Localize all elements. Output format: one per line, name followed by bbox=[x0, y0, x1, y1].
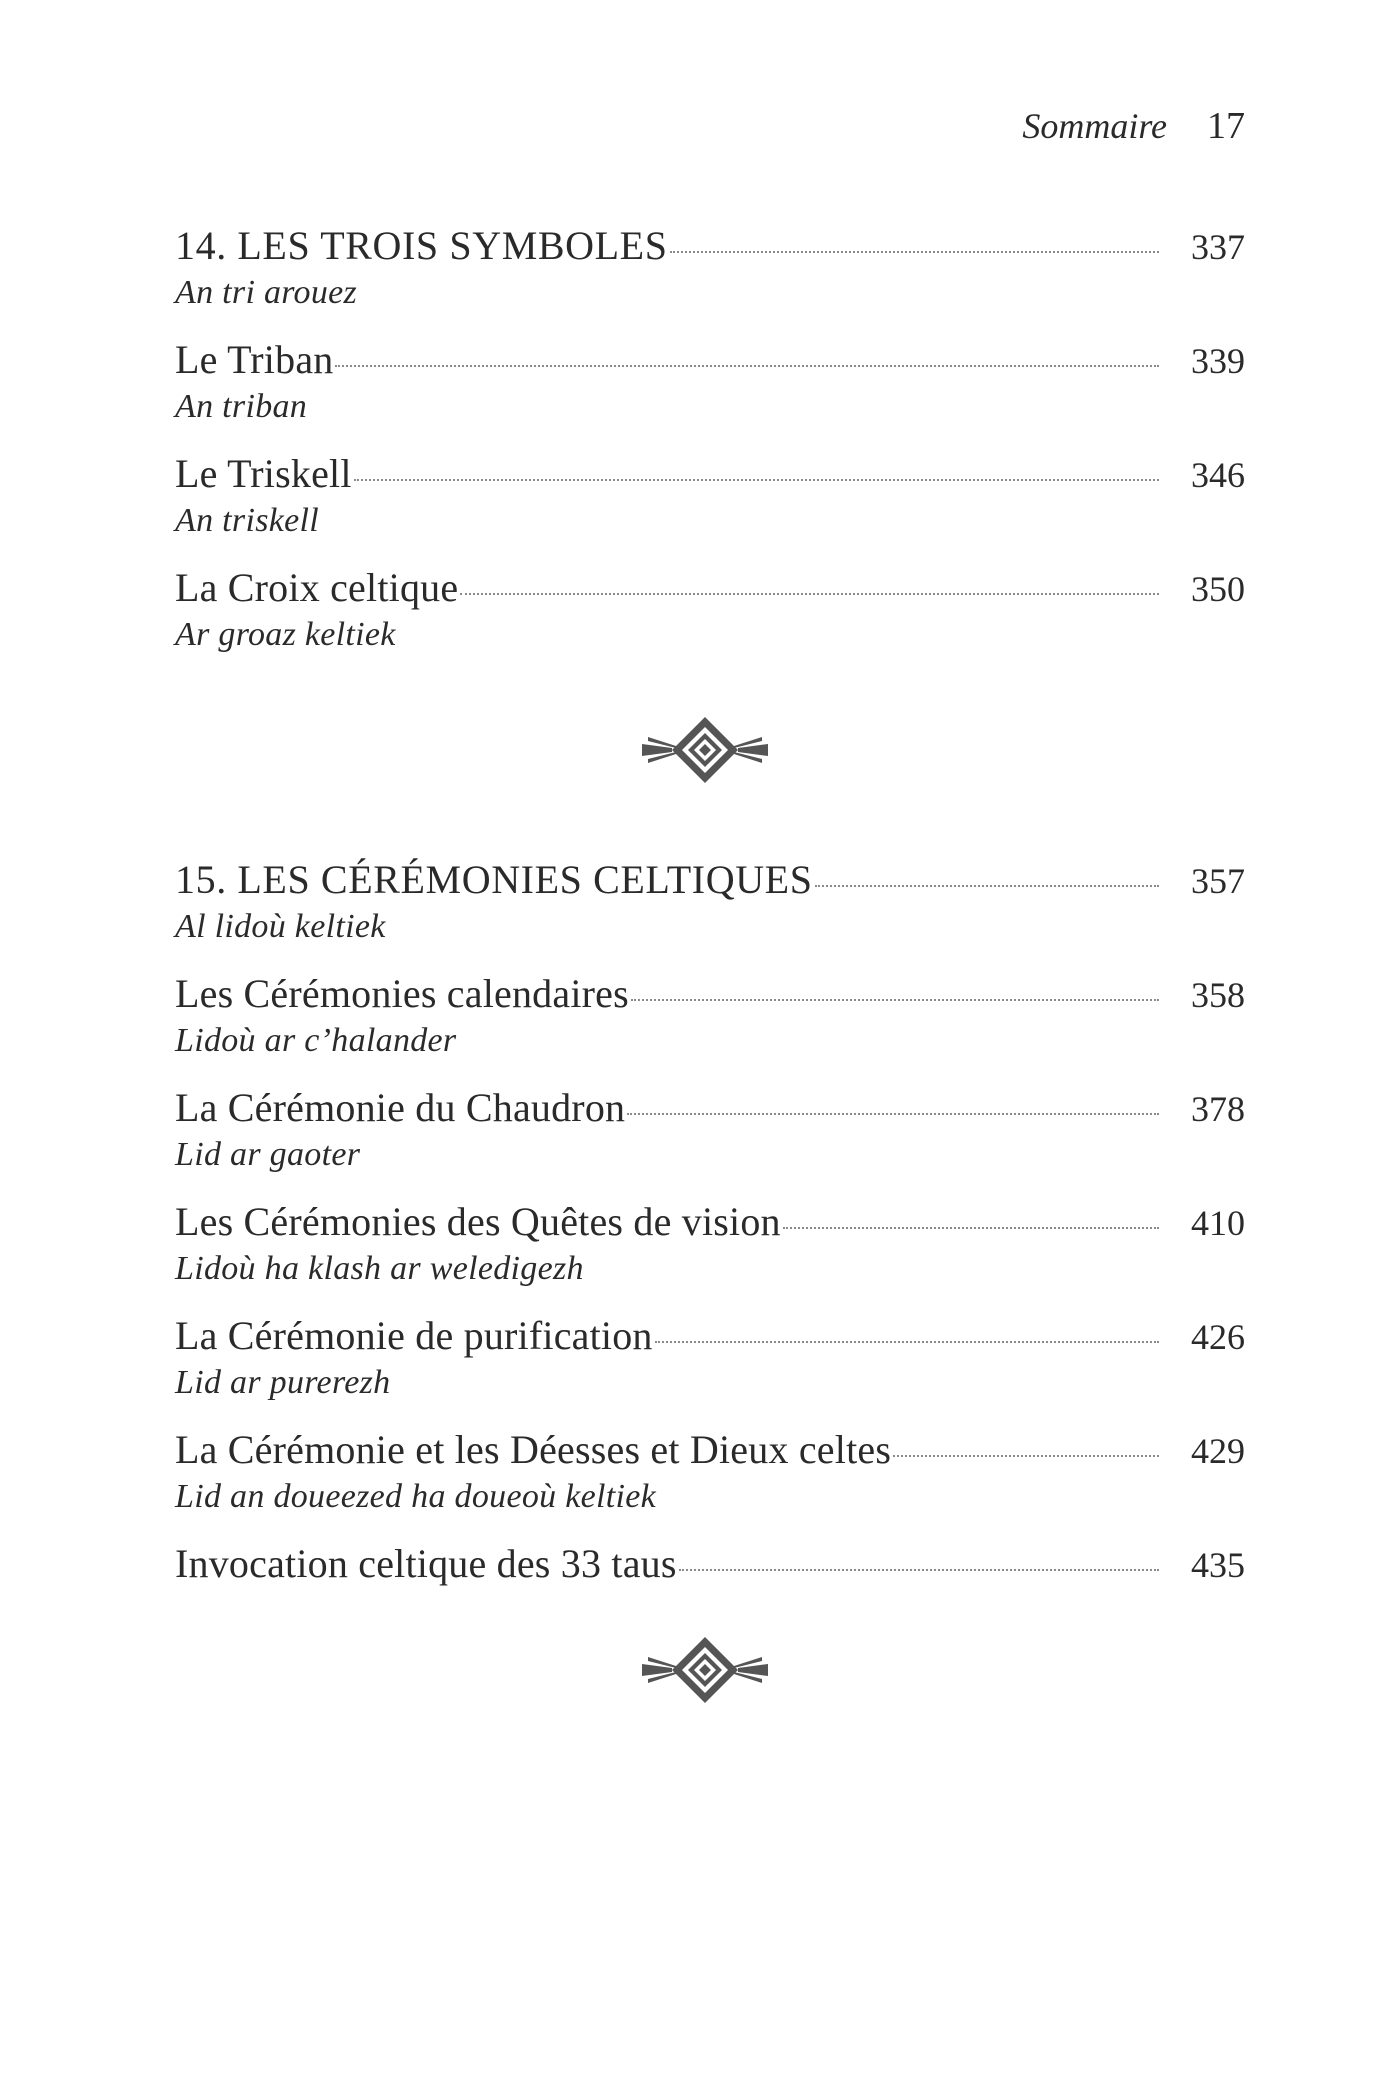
entry-page: 435 bbox=[1191, 1545, 1245, 1585]
entry-subtitle: Lidoù ar c’halander bbox=[175, 1022, 457, 1059]
entry-page: 357 bbox=[1191, 861, 1245, 901]
entry-page: 358 bbox=[1191, 975, 1245, 1015]
page-number: 17 bbox=[1207, 105, 1245, 147]
running-title: Sommaire bbox=[1022, 106, 1167, 146]
entry-title: Invocation celtique des 33 taus bbox=[175, 1541, 677, 1586]
entry-title: La Cérémonie et les Déesses et Dieux celtes bbox=[175, 1427, 892, 1472]
entry-title: La Cérémonie de purification bbox=[175, 1313, 653, 1358]
entry-page: 378 bbox=[1191, 1089, 1245, 1129]
toc-entry bbox=[175, 970, 1245, 1066]
entry-title: Le Triban bbox=[175, 337, 334, 382]
dot-leader bbox=[627, 1113, 1159, 1115]
entry-subtitle: Lid ar purerezh bbox=[175, 1364, 391, 1401]
entry-subtitle: Ar groaz keltiek bbox=[175, 616, 396, 653]
diamond-ornament-icon bbox=[640, 715, 770, 785]
diamond-ornament-icon bbox=[640, 1635, 770, 1705]
entry-page: 350 bbox=[1191, 569, 1245, 609]
entry-title: Les Cérémonies calendaires bbox=[175, 971, 629, 1016]
entry-subtitle: Lid ar gaoter bbox=[175, 1136, 361, 1173]
entry-subtitle: An tri arouez bbox=[175, 274, 358, 311]
entry-page: 337 bbox=[1191, 227, 1245, 267]
dot-leader bbox=[655, 1341, 1159, 1343]
toc-entry bbox=[175, 1198, 1245, 1294]
dot-leader bbox=[893, 1455, 1159, 1457]
toc-entry bbox=[175, 856, 1245, 952]
toc-entry bbox=[175, 1540, 1245, 1590]
dot-leader bbox=[783, 1227, 1159, 1229]
dot-leader bbox=[679, 1569, 1159, 1571]
toc-entry bbox=[175, 564, 1245, 660]
toc-entry bbox=[175, 1426, 1245, 1522]
entry-title: Le Triskell bbox=[175, 451, 352, 496]
entry-subtitle: Lidoù ha klash ar weledigezh bbox=[175, 1250, 584, 1287]
toc-entry bbox=[175, 1312, 1245, 1408]
entry-title: 14. LES TROIS SYMBOLES bbox=[175, 223, 668, 268]
entry-subtitle: An triskell bbox=[175, 502, 319, 539]
entry-page: 346 bbox=[1191, 455, 1245, 495]
entry-title: Les Cérémonies des Quêtes de vision bbox=[175, 1199, 781, 1244]
entry-page: 429 bbox=[1191, 1431, 1245, 1471]
dot-leader bbox=[631, 999, 1159, 1001]
dot-leader bbox=[335, 365, 1159, 367]
running-head bbox=[1022, 104, 1245, 148]
toc-entry bbox=[175, 222, 1245, 318]
dot-leader bbox=[670, 251, 1159, 253]
entry-subtitle: Al lidoù keltiek bbox=[175, 908, 386, 945]
entry-title: La Croix celtique bbox=[175, 565, 459, 610]
entry-title: 15. LES CÉRÉMONIES CELTIQUES bbox=[175, 857, 813, 902]
entry-page: 426 bbox=[1191, 1317, 1245, 1357]
entry-page: 339 bbox=[1191, 341, 1245, 381]
dot-leader bbox=[460, 593, 1159, 595]
entry-title: La Cérémonie du Chaudron bbox=[175, 1085, 626, 1130]
toc-entry bbox=[175, 1084, 1245, 1180]
toc-entry bbox=[175, 336, 1245, 432]
entry-subtitle: An triban bbox=[175, 388, 308, 425]
entry-page: 410 bbox=[1191, 1203, 1245, 1243]
entry-subtitle: Lid an doueezed ha doueoù keltiek bbox=[175, 1478, 657, 1515]
toc-entry bbox=[175, 450, 1245, 546]
dot-leader bbox=[815, 885, 1159, 887]
dot-leader bbox=[354, 479, 1159, 481]
